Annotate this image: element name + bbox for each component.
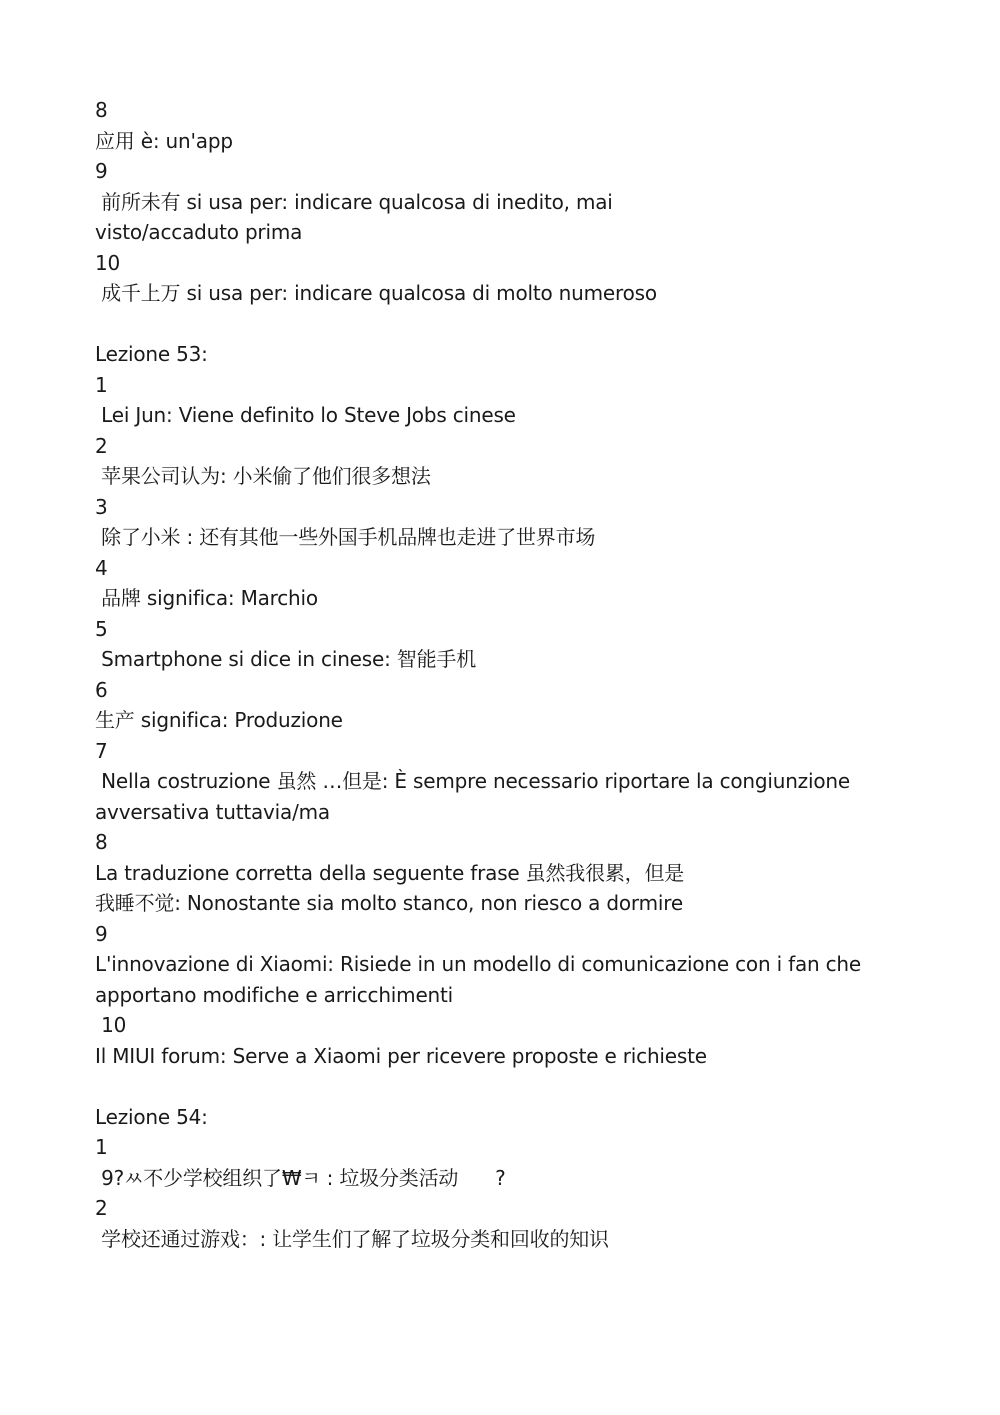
question-number: 7	[95, 738, 108, 763]
answer-line: 生产 significa: Produzione	[95, 708, 343, 732]
question-number: 5	[95, 616, 108, 641]
question-number: 2	[95, 433, 108, 458]
answer-line: 9?ㅆ不少学校组织了₩ㅋ : 垃圾分类活动 ?	[95, 1165, 506, 1190]
answer-line: 成千上万 si usa per: indicare qualcosa di molto numeroso	[95, 281, 657, 305]
answer-line-continued: visto/accaduto prima	[95, 220, 303, 244]
answer-line: Lei Jun: Viene definito lo Steve Jobs cinese	[95, 403, 516, 427]
answer-line: 应用 è: un'app	[95, 128, 233, 153]
question-number: 9	[95, 921, 108, 946]
answer-line: 前所未有 si usa per: indicare qualcosa di inedito, mai	[95, 189, 613, 214]
answer-line-continued: apportano modifiche e arricchimenti	[95, 982, 454, 1007]
blank-line	[95, 309, 885, 340]
document-body	[95, 95, 885, 1254]
lesson-heading: Lezione 53:	[95, 342, 208, 366]
answer-line: 品牌 significa: Marchio	[95, 586, 318, 610]
answer-line: La traduzione corretta della seguente frase 虽然我很累，但是	[95, 860, 685, 885]
question-number: 8	[95, 830, 108, 854]
answer-line: 除了小米 : 还有其他一些外国手机品牌也走进了世界市场	[95, 525, 596, 549]
question-number: 2	[95, 1196, 108, 1220]
question-number: 6	[95, 677, 108, 702]
question-number: 8	[95, 98, 108, 122]
answer-line: Nella costruzione 虽然 …但是: È sempre necessario riportare la congiunzione	[95, 769, 850, 793]
answer-line: 学校还通过游戏：: 让学生们了解了垃圾分类和回收的知识	[95, 1226, 609, 1251]
question-number: 3	[95, 494, 108, 519]
lesson-heading: Lezione 54:	[95, 1104, 208, 1129]
question-number: 1	[95, 372, 108, 397]
question-number: 1	[95, 1135, 108, 1159]
question-number: 9	[95, 159, 108, 183]
answer-line-continued: avversativa tuttavia/ma	[95, 799, 330, 824]
question-number: 4	[95, 555, 108, 580]
answer-line: Smartphone si dice in cinese: 智能手机	[95, 647, 476, 671]
answer-line-continued: 我睡不觉: Nonostante sia molto stanco, non riesco a dormire	[95, 891, 683, 915]
answer-line: L'innovazione di Xiaomi: Risiede in un modello di comunicazione con i fan che	[95, 952, 862, 976]
question-number: 10	[95, 250, 121, 275]
question-number: 10	[95, 1013, 127, 1037]
blank-line	[95, 1071, 885, 1102]
answer-line: Il MIUI forum: Serve a Xiaomi per ricevere proposte e richieste	[95, 1043, 707, 1068]
answer-line: 苹果公司认为: 小米偷了他们很多想法	[95, 464, 431, 488]
